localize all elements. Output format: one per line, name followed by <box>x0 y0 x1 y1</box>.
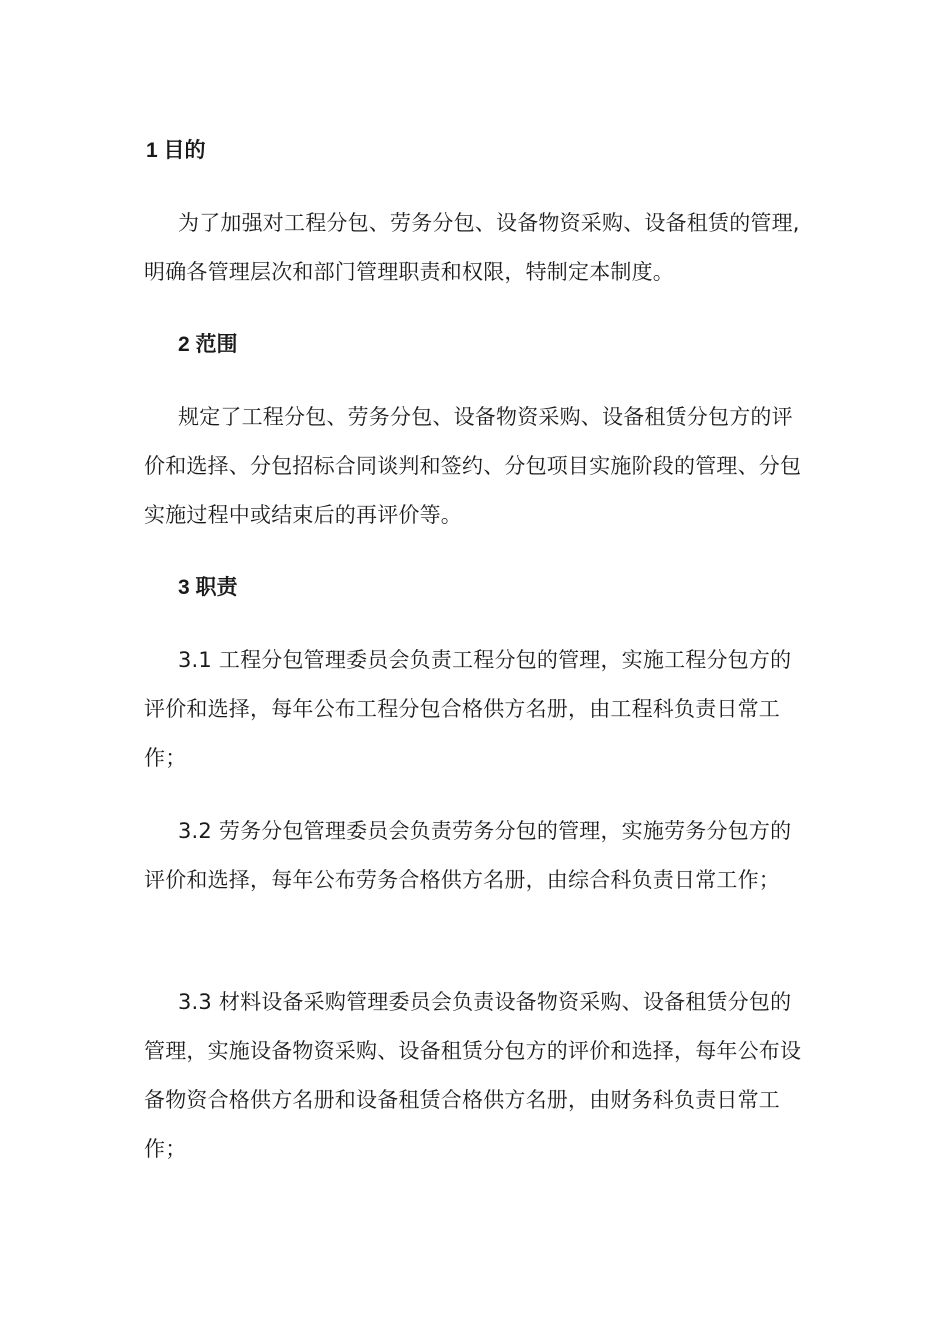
paragraph-scope: 规定了工程分包、劳务分包、设备物资采购、设备租赁分包方的评价和选择、分包招标合同谈判和签约、分包项目实施阶段的管理、分包实施过程中或结束后的再评价等。 <box>144 405 802 527</box>
section-heading-scope: 2 范围 <box>178 333 238 356</box>
paragraph-responsibility-3-3: 3.3 材料设备采购管理委员会负责设备物资采购、设备租赁分包的管理，实施设备物资采购、设备租赁分包方的评价和选择，每年公布设备物资合格供方名册和设备租赁合格供方名册，由财务科负责日常工作； <box>144 990 802 1161</box>
paragraph-purpose: 为了加强对工程分包、劳务分包、设备物资采购、设备租赁的管理,明确各管理层次和部门管理职责和权限，特制定本制度。 <box>144 211 800 284</box>
paragraph-responsibility-3-2: 3.2 劳务分包管理委员会负责劳务分包的管理，实施劳务分包方的评价和选择，每年公布劳务合格供方名册，由综合科负责日常工作； <box>144 819 792 892</box>
section-heading-responsibilities: 3 职责 <box>178 576 238 599</box>
paragraph-responsibility-3-1: 3.1 工程分包管理委员会负责工程分包的管理，实施工程分包方的评价和选择，每年公布工程分包合格供方名册，由工程科负责日常工作； <box>144 648 792 770</box>
section-heading-purpose: 1 目的 <box>146 139 206 162</box>
